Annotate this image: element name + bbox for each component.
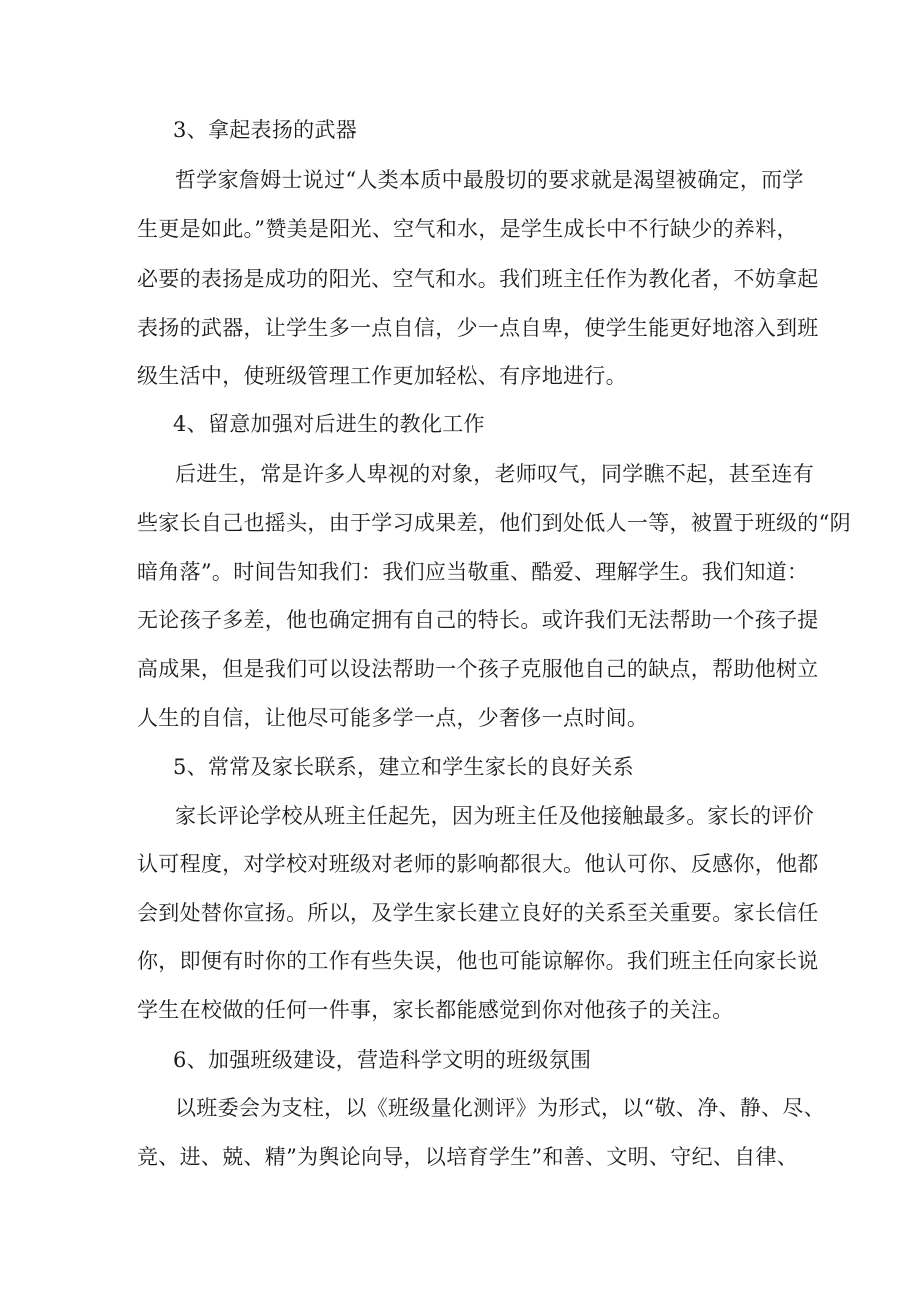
paragraph-line: 表扬的武器，让学生多一点自信，少一点自卑，使学生能更好地溶入到班 <box>137 316 819 340</box>
paragraph-line: 必要的表扬是成功的阳光、空气和水。我们班主任作为教化者，不妨拿起 <box>137 267 819 291</box>
paragraph-line: 你，即便有时你的工作有些失误，他也可能谅解你。我们班主任向家长说 <box>137 949 819 973</box>
paragraph-line: 认可程度，对学校对班级对老师的影响都很大。他认可你、反感你，他都 <box>137 852 819 876</box>
paragraph-line: 高成果，但是我们可以设法帮助一个孩子克服他自己的缺点，帮助他树立 <box>137 657 819 681</box>
section-heading: 5、常常及家长联系，建立和学生家长的良好关系 <box>173 755 634 779</box>
paragraph-line: 人生的自信，让他尽可能多学一点，少奢侈一点时间。 <box>137 706 649 730</box>
section-heading: 6、加强班级建设，营造科学文明的班级氛围 <box>173 1048 592 1072</box>
paragraph-line: 后进生，常是许多人卑视的对象，老师叹气，同学瞧不起，甚至连有 <box>175 462 814 486</box>
paragraph-line: 无论孩子多差，他也确定拥有自己的特长。或许我们无法帮助一个孩子提 <box>137 608 819 632</box>
paragraph-line: 级生活中，使班级管理工作更加轻松、有序地进行。 <box>137 364 627 388</box>
paragraph-line: 学生在校做的任何一件事，家长都能感觉到你对他孩子的关注。 <box>137 998 734 1022</box>
paragraph-line: 些家长自己也摇头，由于学习成果差，他们到处低人一等，被置于班级的“阴 <box>137 511 851 535</box>
section-heading: 4、留意加强对后进生的教化工作 <box>173 412 485 436</box>
paragraph-line: 生更是如此。”赞美是阳光、空气和水，是学生成长中不行缺少的养料， <box>137 217 798 241</box>
paragraph-line: 哲学家詹姆士说过“人类本质中最殷切的要求就是渴望被确定，而学 <box>175 168 804 192</box>
paragraph-line: 竞、进、兢、精”为舆论向导，以培育学生”和善、文明、守纪、自律、 <box>137 1145 799 1169</box>
paragraph-line: 暗角落”。时间告知我们：我们应当敬重、酷爱、理解学生。我们知道： <box>137 560 809 584</box>
paragraph-line: 会到处替你宣扬。所以，及学生家长建立良好的关系至关重要。家长信任 <box>137 901 819 925</box>
section-heading: 3、拿起表扬的武器 <box>173 118 358 142</box>
paragraph-line: 家长评论学校从班主任起先，因为班主任及他接触最多。家长的评价 <box>175 804 814 828</box>
paragraph-line: 以班委会为支柱，以《班级量化测评》为形式，以“敬、净、静、尽、 <box>175 1096 826 1120</box>
